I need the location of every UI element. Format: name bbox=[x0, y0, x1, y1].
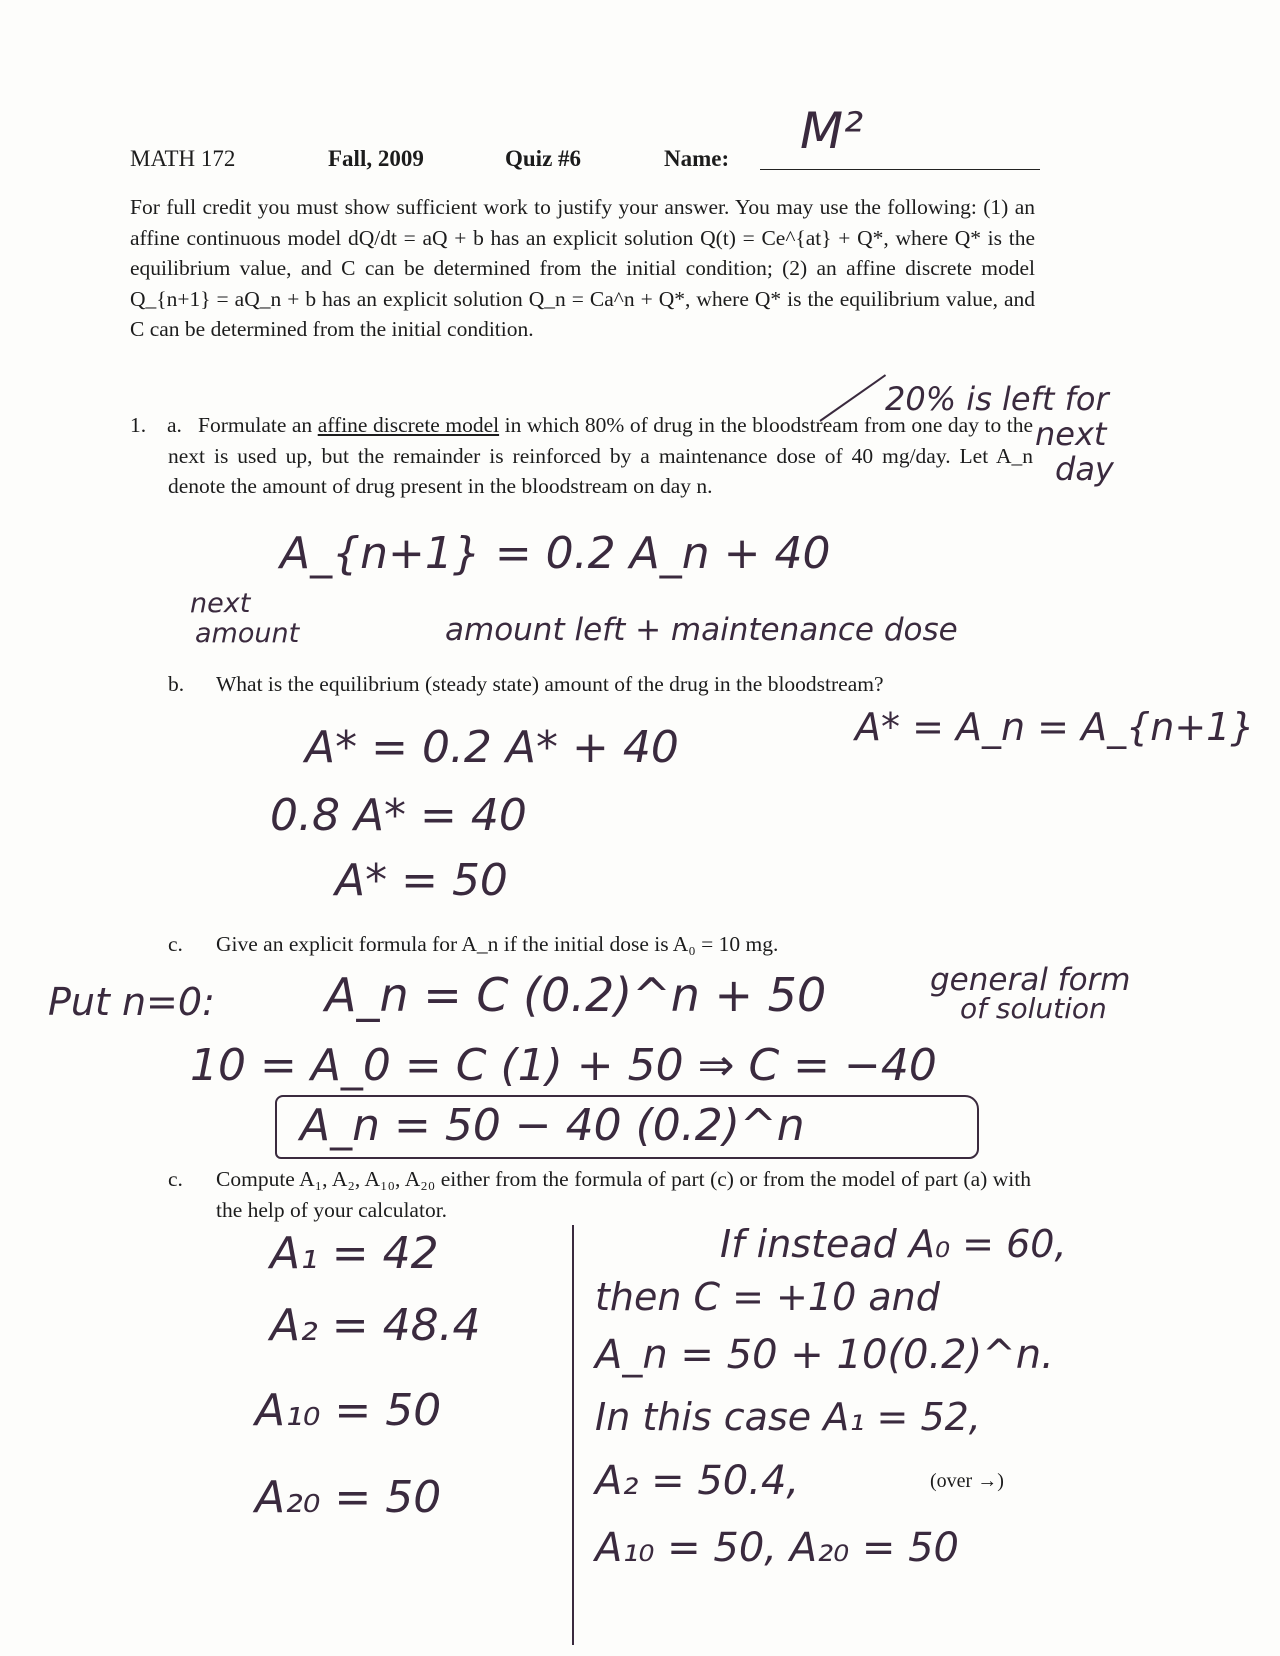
question-c-text: Give an explicit formula for A_n if the initial dose is A₀ = 10 mg. bbox=[216, 932, 779, 956]
note-remaining: 20% is left for bbox=[885, 380, 1109, 418]
explicit-formula: A_n = 50 − 40 (0.2)^n bbox=[300, 1100, 805, 1151]
label-explain: amount left + maintenance dose bbox=[445, 612, 958, 648]
value-a10: A₁₀ = 50 bbox=[255, 1385, 442, 1436]
general-form-label-2: of solution bbox=[960, 992, 1107, 1025]
equilibrium-condition: A* = A_n = A_{n+1} bbox=[855, 705, 1255, 749]
student-name: M² bbox=[800, 102, 864, 160]
alt-line-1: If instead A₀ = 60, bbox=[720, 1222, 1067, 1266]
label-amount: amount bbox=[195, 618, 300, 649]
name-line bbox=[760, 169, 1040, 170]
course-label: MATH 172 bbox=[130, 146, 236, 171]
question-b-text: What is the equilibrium (steady state) amount of the drug in the bloodstream? bbox=[216, 672, 884, 696]
value-a1: A₁ = 42 bbox=[270, 1228, 439, 1279]
alt-line-3: A_n = 50 + 10(0.2)^n. bbox=[595, 1332, 1054, 1378]
alt-line-2: then C = +10 and bbox=[595, 1275, 940, 1319]
model-equation: A_{n+1} = 0.2 A_n + 40 bbox=[280, 528, 831, 579]
general-form-label-1: general form bbox=[930, 962, 1131, 998]
over-note: (over →) bbox=[930, 1470, 1004, 1492]
divider-line bbox=[572, 1225, 574, 1645]
instructions: For full credit you must show sufficient work to justify your answer. You may use the following: (1) an affine continuous model dQ/dt = aQ + b has an explicit solution Q(t) = Ce^{at} + Q*, where Q* is the equilibrium value, and C can be determined from the initial condition; (2) an affine discrete model Q_{n+1} = aQ_n + b has an explicit solution Q_n = Ca^n + Q*, where Q* is the equilibrium value, and C can be determined from the initial condition. bbox=[130, 195, 1035, 341]
alt-line-6: A₁₀ = 50, A₂₀ = 50 bbox=[595, 1525, 959, 1571]
question-number: 1. bbox=[130, 413, 147, 437]
question-a-text-before: Formulate an bbox=[198, 413, 318, 437]
quiz-label: Quiz #6 bbox=[505, 146, 582, 171]
initial-condition-step: 10 = A_0 = C (1) + 50 ⇒ C = −40 bbox=[190, 1040, 937, 1091]
alt-line-4: In this case A₁ = 52, bbox=[595, 1395, 981, 1439]
name-label: Name: bbox=[664, 146, 730, 171]
put-n-zero: Put n=0: bbox=[48, 980, 215, 1024]
question-letter-c: c. bbox=[168, 932, 183, 956]
equilibrium-step-3: A* = 50 bbox=[335, 855, 508, 906]
question-letter-d: c. bbox=[168, 1167, 183, 1191]
note-day: day bbox=[1055, 450, 1114, 488]
question-a-underlined: affine discrete model bbox=[317, 413, 500, 437]
question-letter-b: b. bbox=[168, 672, 185, 696]
note-next: next bbox=[1035, 415, 1107, 453]
value-a2: A₂ = 48.4 bbox=[270, 1300, 481, 1351]
equilibrium-step-2: 0.8 A* = 40 bbox=[270, 790, 527, 841]
alt-line-5: A₂ = 50.4, bbox=[595, 1458, 800, 1504]
value-a20: A₂₀ = 50 bbox=[255, 1472, 442, 1523]
question-a-text bbox=[168, 410, 1033, 502]
question-letter-a: a. bbox=[167, 413, 182, 437]
question-d-text: Compute A₁, A₂, A₁₀, A₂₀ either from the formula of part (c) or from the model of part (a) with the help of your calculator. bbox=[216, 1167, 1031, 1222]
question-a-text-after: in which 80% of drug in the bloodstream from one day to the next is used up, but the remainder is reinforced by a maintenance dose of 40 mg/day. Let A_n denote the amount of drug present in the bloodstream on day n. bbox=[168, 413, 1033, 498]
label-next: next bbox=[190, 588, 251, 619]
term-label: Fall, 2009 bbox=[328, 146, 424, 171]
equilibrium-step-1: A* = 0.2 A* + 40 bbox=[305, 722, 679, 773]
general-solution: A_n = C (0.2)^n + 50 bbox=[325, 968, 827, 1022]
